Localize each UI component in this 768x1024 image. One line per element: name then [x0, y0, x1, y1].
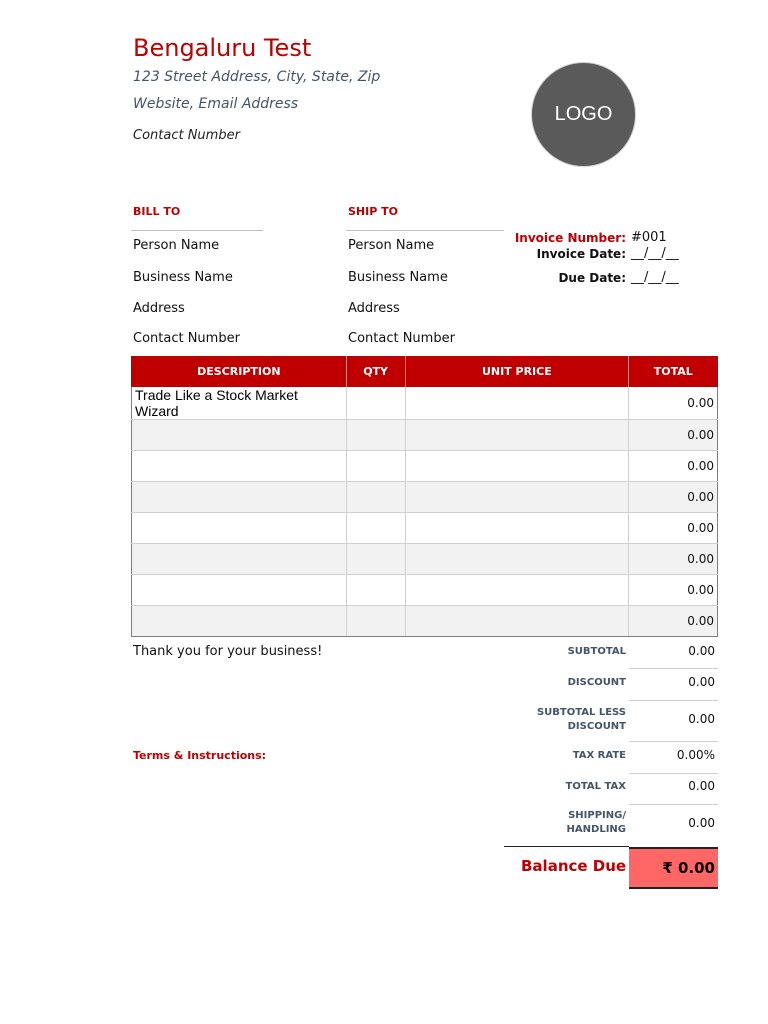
cell-description[interactable] — [132, 544, 347, 575]
bill-to-contact: Contact Number — [133, 331, 240, 346]
shipping-handling-label — [496, 809, 626, 837]
invoice-number-label: Invoice Number: — [514, 231, 626, 245]
due-date-value: __/__/__ — [631, 270, 679, 285]
cell-unit-price[interactable] — [405, 544, 629, 575]
tax-rate-value[interactable]: 0.00% — [676, 748, 715, 762]
ship-to-contact: Contact Number — [348, 331, 455, 346]
table-row — [132, 387, 718, 420]
table-row — [132, 606, 718, 637]
bill-to-address: Address — [133, 301, 185, 316]
table-row — [132, 451, 718, 482]
logo-placeholder — [531, 62, 636, 167]
balance-due-value: ₹ 0.00 — [629, 847, 718, 889]
table-row — [132, 575, 718, 606]
cell-total: 0.00 — [629, 544, 718, 575]
bill-to-heading: BILL TO — [133, 205, 181, 218]
summary-divider — [629, 773, 718, 774]
cell-total: 0.00 — [629, 451, 718, 482]
company-web-email: Website, Email Address — [133, 96, 299, 112]
logo-text: LOGO — [554, 103, 613, 125]
cell-unit-price[interactable] — [405, 575, 629, 606]
company-address: 123 Street Address, City, State, Zip — [133, 69, 381, 85]
company-contact: Contact Number — [133, 128, 240, 143]
subtotal-value: 0.00 — [688, 644, 715, 658]
cell-total: 0.00 — [629, 606, 718, 637]
company-name: Bengaluru Test — [133, 34, 312, 62]
discount-value: 0.00 — [688, 675, 715, 689]
cell-unit-price[interactable] — [405, 606, 629, 637]
cell-qty[interactable] — [346, 513, 405, 544]
cell-total: 0.00 — [629, 387, 718, 420]
total-tax-value: 0.00 — [688, 779, 715, 793]
ship-to-business: Business Name — [348, 270, 448, 285]
balance-due-label: Balance Due — [521, 857, 627, 875]
cell-description[interactable] — [132, 575, 347, 606]
cell-description[interactable] — [132, 451, 347, 482]
table-row — [132, 544, 718, 575]
summary-divider — [629, 700, 718, 701]
cell-unit-price[interactable] — [405, 451, 629, 482]
subtotal-less-label-line2: DISCOUNT — [567, 721, 626, 732]
total-tax-label: TOTAL TAX — [565, 781, 626, 792]
summary-divider — [629, 804, 718, 805]
balance-divider — [504, 846, 629, 847]
table-row — [132, 513, 718, 544]
cell-description[interactable] — [132, 606, 347, 637]
summary-divider — [629, 668, 718, 669]
line-items-table — [131, 356, 718, 637]
cell-description[interactable] — [132, 482, 347, 513]
cell-qty[interactable] — [346, 387, 405, 420]
cell-unit-price[interactable] — [405, 387, 629, 420]
bill-to-divider — [131, 230, 263, 231]
shipping-label-line2: HANDLING — [566, 824, 626, 835]
cell-qty[interactable] — [346, 451, 405, 482]
shipping-handling-value[interactable]: 0.00 — [688, 816, 715, 830]
due-date-label: Due Date: — [558, 271, 626, 285]
shipping-label-line1: SHIPPING/ — [568, 810, 626, 821]
ship-to-person: Person Name — [348, 238, 435, 253]
tax-rate-label: TAX RATE — [572, 750, 626, 761]
terms-heading: Terms & Instructions: — [133, 749, 267, 762]
cell-total: 0.00 — [629, 482, 718, 513]
discount-label: DISCOUNT — [567, 677, 626, 688]
cell-description[interactable] — [132, 513, 347, 544]
subtotal-label: SUBTOTAL — [567, 646, 626, 657]
table-row — [132, 482, 718, 513]
ship-to-address: Address — [348, 301, 400, 316]
invoice-number-value: #001 — [631, 230, 667, 245]
header-description: DESCRIPTION — [132, 356, 347, 387]
table-row — [132, 420, 718, 451]
subtotal-less-discount-value: 0.00 — [688, 712, 715, 726]
subtotal-less-discount-label — [496, 706, 626, 734]
cell-total: 0.00 — [629, 513, 718, 544]
cell-qty[interactable] — [346, 420, 405, 451]
cell-total: 0.00 — [629, 575, 718, 606]
bill-to-person: Person Name — [133, 238, 220, 253]
cell-description[interactable] — [132, 420, 347, 451]
cell-unit-price[interactable] — [405, 420, 629, 451]
header-unit-price: UNIT PRICE — [405, 356, 629, 387]
table-header-row — [132, 356, 718, 387]
cell-qty[interactable] — [346, 575, 405, 606]
ship-to-heading: SHIP TO — [348, 205, 398, 218]
bill-to-business: Business Name — [133, 270, 233, 285]
invoice-date-value: __/__/__ — [631, 246, 679, 261]
invoice-date-label: Invoice Date: — [536, 247, 626, 261]
cell-description[interactable]: Trade Like a Stock Market Wizard — [132, 387, 347, 420]
subtotal-less-label-line1: SUBTOTAL LESS — [536, 707, 626, 718]
cell-qty[interactable] — [346, 606, 405, 637]
cell-qty[interactable] — [346, 482, 405, 513]
cell-unit-price[interactable] — [405, 513, 629, 544]
cell-unit-price[interactable] — [405, 482, 629, 513]
header-qty: QTY — [346, 356, 405, 387]
thank-you-note: Thank you for your business! — [133, 644, 323, 659]
cell-total: 0.00 — [629, 420, 718, 451]
summary-divider — [629, 741, 718, 742]
cell-qty[interactable] — [346, 544, 405, 575]
header-total: TOTAL — [629, 356, 718, 387]
